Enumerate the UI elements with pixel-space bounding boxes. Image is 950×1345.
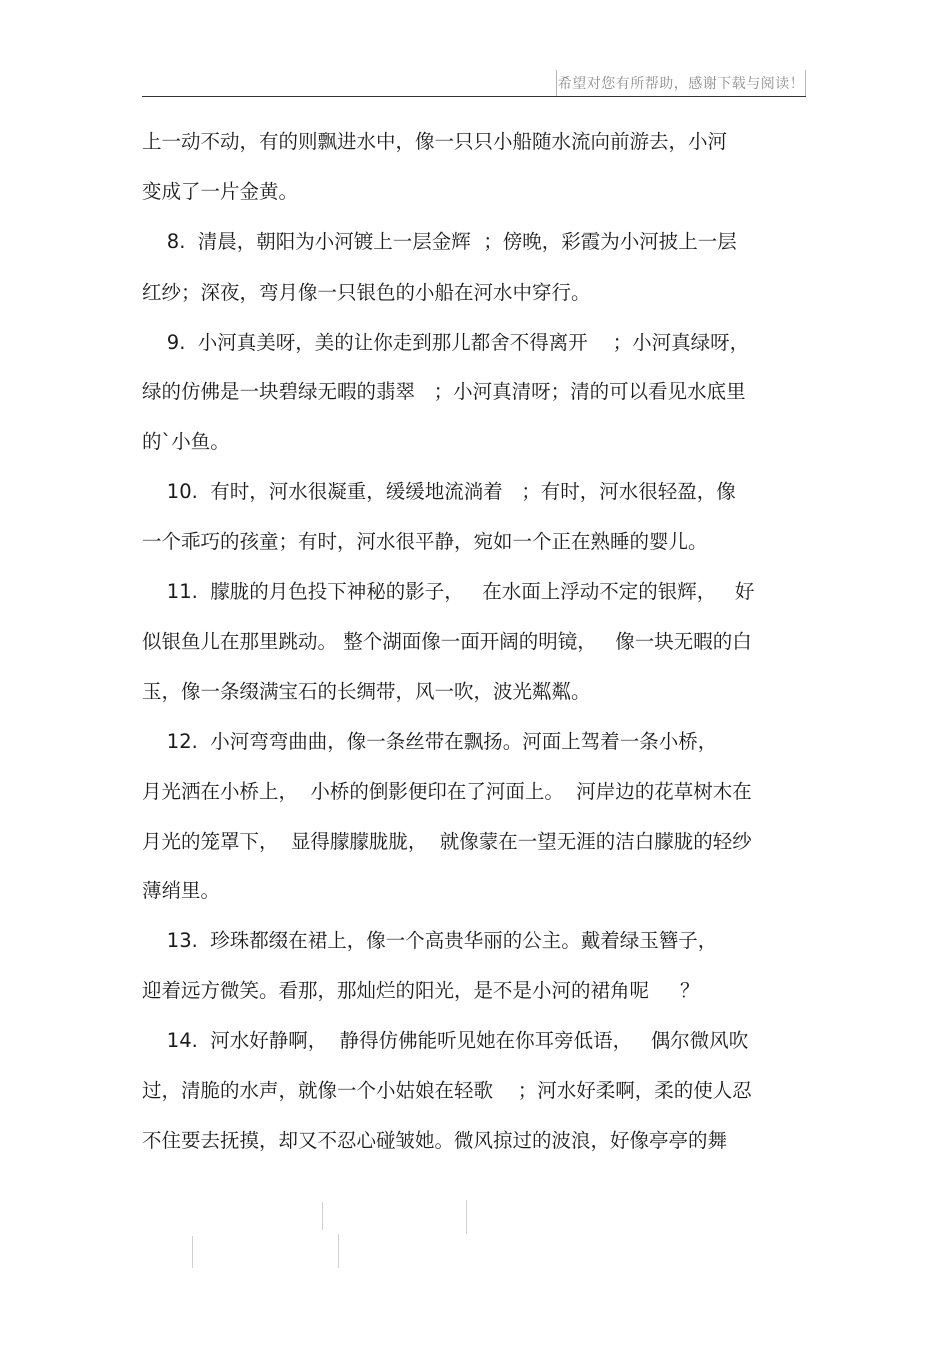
divider-mark: [338, 1234, 339, 1268]
text-line: 12. 小河弯弯曲曲，像一条丝带在飘扬。河面上驾着一条小桥，: [142, 730, 718, 753]
text-line: 变成了一片金黄。: [142, 180, 299, 203]
text-line: 11. 朦胧的月色投下神秘的影子， 在水面上浮动不定的银辉， 好: [142, 580, 755, 603]
text-line: 9. 小河真美呀，美的让你走到那儿都舍不得离开 ；小河真绿呀，: [142, 331, 750, 354]
text-line: 14. 河水好静啊， 静得仿佛能听见她在你耳旁低语， 偶尔微风吹: [142, 1029, 749, 1052]
text-line: 过，清脆的水声，就像一个小姑娘在轻歌 ；河水好柔啊，柔的使人忍: [142, 1079, 752, 1102]
text-line: 不住要去抚摸，却又不忍心碰皱她。微风掠过的波浪，好像亭亭的舞: [142, 1129, 728, 1152]
divider-mark: [192, 1236, 193, 1268]
text-line: 月光洒在小桥上， 小桥的倒影便印在了河面上。 河岸边的花草树木在: [142, 780, 752, 803]
header-text: 希望对您有所帮助，感谢下载与阅读！: [557, 76, 805, 92]
text-line: 8. 清晨，朝阳为小河镀上一层金辉 ；傍晚，彩霞为小河披上一层: [142, 230, 737, 253]
text-line: 迎着远方微笑。看那，那灿烂的阳光，是不是小河的裙角呢 ？: [142, 979, 700, 1002]
text-line: 上一动不动，有的则飘进水中，像一只只小船随水流向前游去，小河: [142, 130, 728, 153]
text-line: 10. 有时，河水很凝重，缓缓地流淌着 ；有时，河水很轻盈，像: [142, 480, 736, 503]
text-line: 玉，像一条缀满宝石的长绸带，风一吹，波光粼粼。: [142, 680, 591, 703]
header-rule: [142, 96, 806, 97]
divider-mark: [466, 1200, 467, 1234]
text-line: 似银鱼儿在那里跳动。 整个湖面像一面开阔的明镜， 像一块无暇的白: [142, 630, 752, 653]
text-line: 绿的仿佛是一块碧绿无暇的翡翠 ；小河真清呀；清的可以看见水底里: [142, 380, 746, 403]
text-line: 的`小鱼。: [142, 430, 230, 453]
text-line: 13. 珍珠都缀在裙上，像一个高贵华丽的公主。戴着绿玉簪子，: [142, 929, 718, 952]
text-line: 红纱；深夜，弯月像一只银色的小船在河水中穿行。: [142, 281, 591, 304]
text-line: 月光的笼罩下， 显得朦朦胧胧， 就像蒙在一望无涯的洁白朦胧的轻纱: [142, 830, 752, 853]
text-line: 一个乖巧的孩童；有时，河水很平静，宛如一个正在熟睡的婴儿。: [142, 530, 708, 553]
divider-mark: [322, 1202, 323, 1230]
header-banner: [556, 70, 806, 96]
text-line: 薄绡里。: [142, 879, 221, 902]
